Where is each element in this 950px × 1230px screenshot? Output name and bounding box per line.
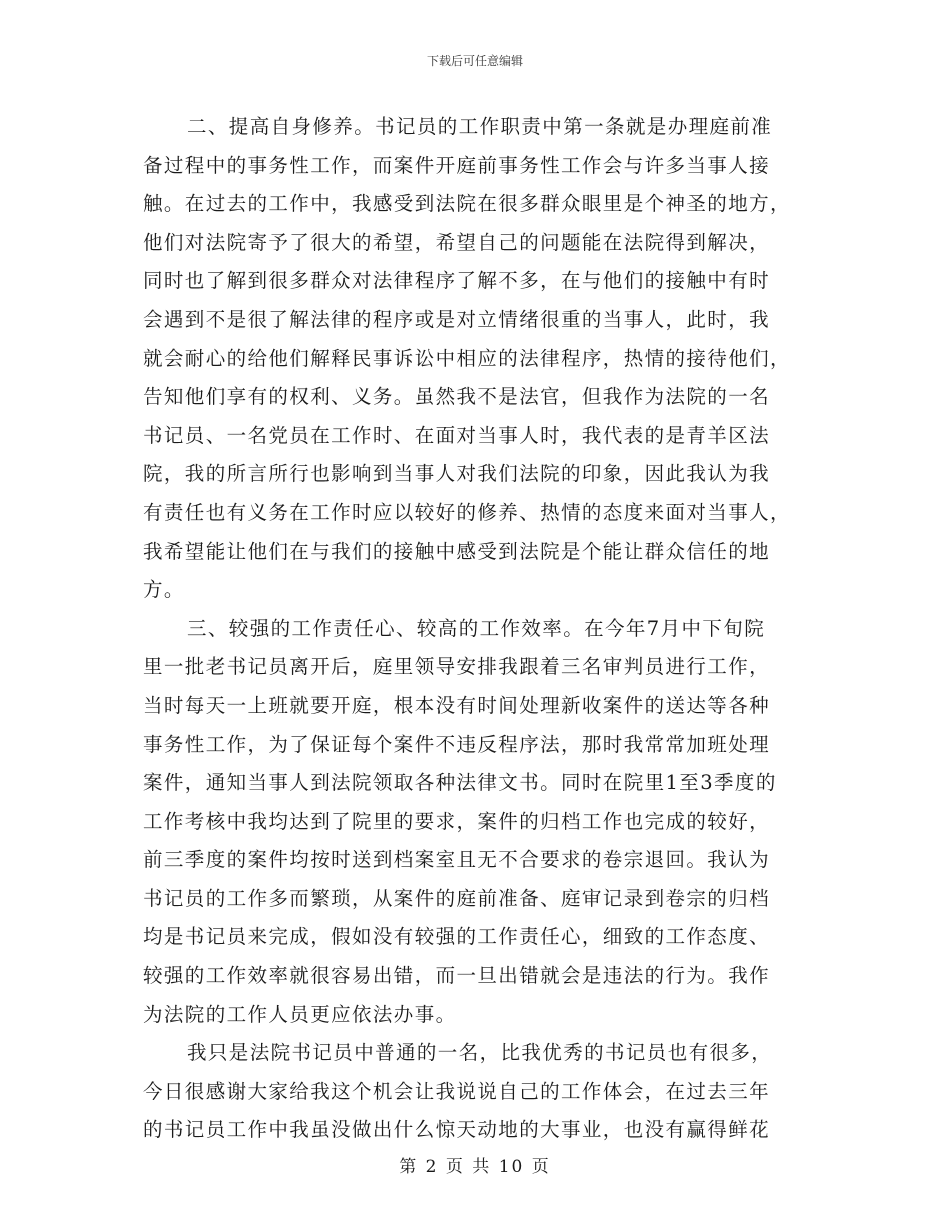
paragraph-line: 里一批老书记员离开后，庭里领导安排我跟着三名审判员进行工作， — [143, 655, 771, 679]
paragraph-line: 就会耐心的给他们解释民事诉讼中相应的法律程序，热情的接待他们， — [143, 346, 791, 370]
paragraph-first-line: 我只是法院书记员中普通的一名，比我优秀的书记员也有很多， — [187, 1041, 773, 1065]
paragraph-first-line: 二、提高自身修养。书记员的工作职责中第一条就是办理庭前准 — [187, 115, 773, 138]
paragraph-line: 案件，通知当事人到法院领取各种法律文书。同时在院里1至3季度的 — [143, 771, 777, 795]
paragraph-line: 备过程中的事务性工作，而案件开庭前事务性工作会与许多当事人接 — [143, 153, 771, 177]
page-number-footer: 第 2 页 共 10 页 — [399, 1157, 551, 1177]
paragraph-line: 较强的工作效率就很容易出错，而一旦出错就会是违法的行为。我作 — [143, 964, 771, 988]
paragraph-line: 今日很感谢大家给我这个机会让我说说自己的工作体会，在过去三年 — [143, 1079, 771, 1103]
paragraph-line: 均是书记员来完成，假如没有较强的工作责任心，细致的工作态度、 — [143, 925, 771, 949]
paragraph-line: 他们对法院寄予了很大的希望，希望自己的问题能在法院得到解决， — [143, 230, 771, 254]
paragraph-line: 有责任也有义务在工作时应以较好的修养、热情的态度来面对当事人， — [143, 500, 791, 524]
document-body — [143, 108, 811, 1150]
paragraph-line: 书记员、一名党员在工作时、在面对当事人时，我代表的是青羊区法 — [143, 423, 771, 447]
paragraph-line: 的书记员工作中我虽没做出什么惊天动地的大事业，也没有赢得鲜花 — [143, 1118, 771, 1142]
paragraph-line: 院，我的所言所行也影响到当事人对我们法院的印象，因此我认为我 — [143, 462, 771, 486]
paragraph-line: 同时也了解到很多群众对法律程序了解不多，在与他们的接触中有时 — [143, 269, 771, 293]
paragraph-line: 触。在过去的工作中，我感受到法院在很多群众眼里是个神圣的地方， — [143, 192, 791, 216]
paragraph-line: 工作考核中我均达到了院里的要求，案件的归档工作也完成的较好， — [143, 809, 771, 833]
paragraph-line: 事务性工作，为了保证每个案件不违反程序法，那时我常常加班处理 — [143, 732, 771, 756]
header-note: 下载后可任意编辑 — [426, 54, 523, 68]
paragraph-line: 书记员的工作多而繁琐，从案件的庭前准备、庭审记录到卷宗的归档 — [143, 886, 771, 910]
paragraph-line: 当时每天一上班就要开庭，根本没有时间处理新收案件的送达等各种 — [143, 693, 771, 717]
paragraph-line: 我希望能让他们在与我们的接触中感受到法院是个能让群众信任的地 — [143, 539, 771, 563]
paragraph-line: 前三季度的案件均按时送到档案室且无不合要求的卷宗退回。我认为 — [143, 848, 771, 872]
paragraph-line: 会遇到不是很了解法律的程序或是对立情绪很重的当事人，此时，我 — [143, 307, 771, 331]
paragraph-line: 告知他们享有的权利、义务。虽然我不是法官，但我作为法院的一名 — [143, 385, 771, 409]
paragraph-first-line: 三、较强的工作责任心、较高的工作效率。在今年7月中下旬院 — [187, 616, 766, 640]
paragraph-line: 为法院的工作人员更应依法办事。 — [143, 1002, 457, 1026]
paragraph-line: 方。 — [143, 578, 185, 602]
